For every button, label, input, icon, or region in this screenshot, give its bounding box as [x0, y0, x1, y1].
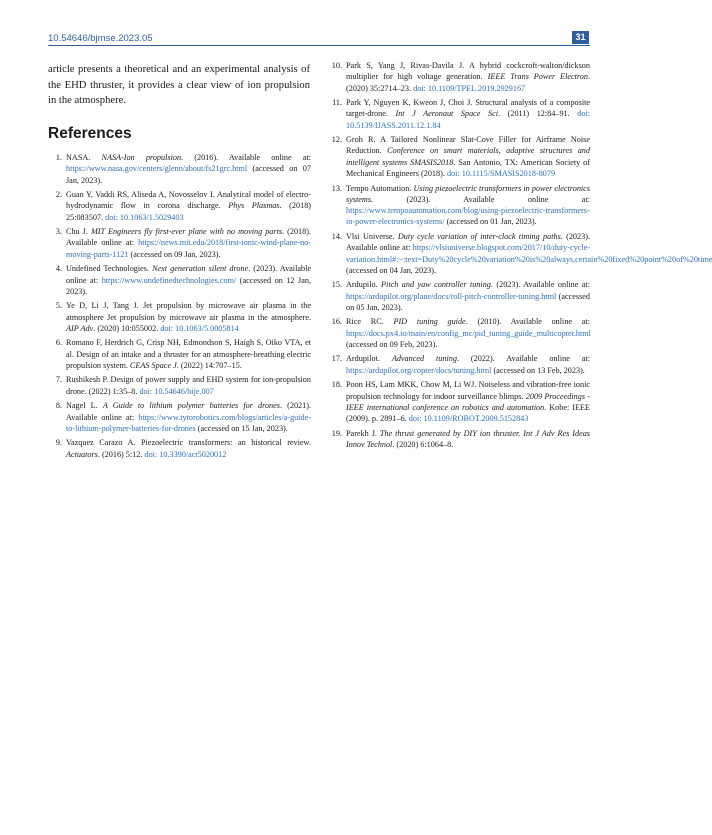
reference-number: 2.: [55, 190, 62, 200]
reference-text: (accessed on 15 Jan, 2023).: [195, 423, 288, 433]
reference-text: (accessed on 04 Jan, 2023).: [346, 265, 437, 275]
reference-number: 15.: [331, 280, 342, 290]
references-heading: References: [48, 125, 132, 142]
reference-title: Using piezoelectric transformers in power electronics systems: [346, 183, 591, 204]
reference-text: Undefined Technologies.: [66, 264, 153, 274]
reference-text: . (2011) 12:84–91.: [498, 109, 578, 119]
reference-text: . San Antonio, TX: American Society of Mechanical Engineers (2018).: [346, 157, 590, 179]
reference-text: . (2022). Available online at:: [456, 354, 590, 364]
reference-text: (accessed on 09 Jan, 2023).: [128, 249, 221, 259]
reference-link[interactable]: doi: 10.1115/SMASIS2018-8079: [446, 169, 556, 179]
reference-number: 17.: [331, 354, 342, 364]
reference-text: Romano F, Herdrich G, Crisp NH, Edmondson S, Haigh S, Oiko VTA, et al. Design of an intake and a thruster for an atmosphere-breathing electric propulsion system.: [66, 338, 311, 370]
reference-title: Duty cycle variation of inter-clock timing paths: [397, 231, 561, 241]
reference-item: [48, 300, 311, 334]
reference-title: IEEE Trans Power Electron: [487, 72, 588, 82]
reference-item: [48, 152, 311, 186]
references-list-right: [328, 60, 712, 453]
reference-item: [48, 226, 311, 260]
reference-text: Rice RC.: [346, 317, 394, 327]
reference-item: [328, 316, 590, 350]
reference-title: Next generation silent drone: [152, 264, 249, 274]
reference-item: [328, 60, 590, 94]
reference-title: Pitch and yaw controller tuning: [381, 280, 491, 290]
reference-title: Advanced tuning: [391, 354, 457, 364]
reference-link[interactable]: https://ardupilot.org/copter/docs/tuning.html: [346, 365, 492, 375]
page-header: [0, 0, 638, 44]
reference-text: . (2020) 10:055002.: [93, 323, 161, 333]
reference-text: (accessed on 07 Jan, 2023).: [66, 164, 311, 185]
reference-item: [328, 353, 590, 376]
reference-link[interactable]: doi: 10.1109/TPEL.2019.2929167: [413, 83, 526, 93]
reference-item: [48, 437, 311, 460]
reference-link[interactable]: doi: 10.1063/1.5029403: [105, 212, 184, 222]
reference-item: [328, 379, 590, 424]
reference-text: Vlsi Universe.: [346, 231, 398, 241]
reference-title: NASA-Ion propulsion: [101, 153, 182, 162]
reference-link[interactable]: https://ardupilot.org/plane/docs/roll-pitch-controller-tuning.html: [346, 291, 557, 301]
reference-item: [328, 231, 712, 276]
reference-item: [48, 189, 311, 223]
left-column: [48, 62, 310, 109]
reference-text: (accessed on 13 Feb, 2023).: [491, 365, 585, 375]
reference-text: Ardupilo.: [346, 280, 382, 290]
reference-text: . (2022) 14:707–15.: [176, 360, 242, 370]
reference-number: 16.: [331, 317, 342, 327]
reference-text: . (2023). Available online at:: [66, 264, 311, 285]
header-rule: [48, 45, 590, 46]
reference-title: CEAS Space J: [129, 360, 177, 370]
reference-title: Conference on smart materials, adaptive structures and intelligent systems SMASIS2018: [346, 146, 590, 167]
reference-item: [328, 183, 590, 228]
reference-text: . (2018) 25:083507.: [66, 201, 312, 222]
journal-doi[interactable]: 10.54646/bjmse.2023.05: [48, 33, 153, 44]
reference-item: [48, 337, 311, 371]
reference-link[interactable]: doi: 10.1063/5.0005814: [160, 323, 239, 333]
reference-link[interactable]: doi: 10.1109/ROBOT.2009.5152843: [408, 414, 529, 424]
reference-link[interactable]: https://vlsiuniverse.blogspot.com/2017/10/duty-cycle-variation.html#:~:text=Duty%20cycle%20variation%20is%20always,certain%20fixed%20point%20of%20time: [346, 243, 712, 264]
reference-link[interactable]: https://docs.px4.io/main/en/config_mc/pid_tuning_guide_multicopter.html: [346, 328, 591, 338]
reference-text: Rushikesh P. Design of power supply and EHD system for ion-propulsion drone. (2022) 1:35–8.: [66, 375, 311, 396]
reference-text: . (2016). Available online at:: [181, 153, 311, 162]
reference-text: Chu J.: [66, 227, 91, 237]
reference-title: 2009 Proceedings - IEEE international conference on robotics and automation: [346, 391, 590, 412]
reference-text: . (2023). Available online at:: [371, 194, 590, 204]
reference-text: Vazquez Carazo A. Piezoelectric transformers: an historical review.: [66, 438, 311, 448]
reference-text: Park S, Yang J, Rivas-Davila J. A hybrid cockcroft-walton/dickson multiplier for high voltage generation.: [346, 61, 590, 82]
reference-text: . (2018). Available online at:: [66, 227, 312, 248]
reference-link[interactable]: doi: 10.54646/bije.007: [139, 386, 214, 396]
reference-number: 3.: [55, 227, 62, 237]
reference-number: 5.: [55, 301, 62, 311]
reference-item: [328, 428, 590, 451]
reference-text: Poon HS, Lam MKK, Chow M, Li WJ. Noiseless and vibration-free ionic propulsion technology for indoor surveillance blimps.: [346, 380, 590, 401]
reference-title: Int J Aeronaut Space Sci: [395, 109, 499, 119]
reference-text: Guan Y, Vaddi RS, Aliseda A, Novosselov I. Analytical model of electro-hydrodynamic flow in corona discharge.: [66, 190, 311, 211]
reference-title: Actuators: [66, 449, 98, 459]
reference-text: (accessed on 01 Jan, 2023).: [444, 217, 537, 227]
reference-number: 8.: [55, 401, 62, 411]
reference-link[interactable]: https://www.undefinedtechnologies.com/: [101, 275, 237, 285]
reference-number: 18.: [331, 380, 342, 390]
page-number: 31: [572, 31, 589, 44]
reference-link[interactable]: doi: 10.5139/IJASS.2011.12.1.84: [346, 109, 590, 130]
reference-title: PID tuning guide: [393, 317, 466, 327]
reference-text: Parekh J.: [346, 428, 380, 438]
reference-title: Phys Plasmas: [228, 201, 280, 211]
reference-number: 14.: [331, 231, 342, 241]
reference-text: . (2016) 5:12.: [97, 449, 145, 459]
reference-text: Groh R. A Tailored Nonlinear Slat-Cove Filler for Airframe Noise Reduction.: [346, 135, 590, 156]
reference-title: MIT Engineers fly first-ever plane with no moving parts: [90, 227, 283, 237]
reference-text: . (2023). Available online at:: [490, 280, 590, 290]
reference-text: Ardupilot.: [346, 354, 392, 364]
reference-text: Tempo Automation.: [346, 183, 414, 193]
reference-text: (accessed on 05 Jan, 2023).: [346, 291, 590, 312]
reference-text: . (2020) 6:1064–8.: [392, 439, 454, 449]
reference-link[interactable]: https://news.mit.edu/2018/first-ionic-wind-plane-no-moving-parts-1121: [66, 238, 311, 259]
reference-text: Nagel L.: [66, 401, 103, 411]
reference-text: . (2010). Available online at:: [465, 317, 590, 327]
reference-text: NASA.: [66, 153, 102, 162]
reference-item: [328, 134, 590, 179]
reference-number: 13.: [331, 183, 342, 193]
reference-text: Ye D, Li J, Tang J. Jet propulsion by microwave air plasma in the atmosphere Jet propulsion by microwave air plasma in the atmosphere.: [66, 301, 311, 322]
reference-text: . (2021). Available online at:: [66, 401, 312, 422]
intro-paragraph: article presents a theoretical and an experimental analysis of the EHD thruster, it provides a clear view of ion propulsion in the atmosphere.: [48, 64, 310, 106]
reference-number: 9.: [55, 438, 62, 448]
reference-text: . (2023). Available online at:: [346, 231, 590, 253]
reference-number: 19.: [331, 428, 342, 438]
reference-number: 7.: [55, 375, 62, 385]
reference-title: A Guide to lithium polymer batteries for drones: [102, 401, 280, 411]
reference-item: [328, 279, 590, 313]
reference-text: (accessed on 12 Jan, 2023).: [66, 275, 311, 296]
reference-link[interactable]: https://www.tytorobotics.com/blogs/articles/a-guide-to-lithium-polymer-batteries-for-drones: [66, 412, 311, 433]
reference-link[interactable]: https://www.tempoautomation.com/blog/using-piezoelectric-transformers-in-power-electronics-systems/: [346, 206, 590, 227]
reference-text: . (2020) 35:2714–23.: [346, 72, 590, 93]
reference-number: 10.: [331, 61, 342, 70]
reference-number: 12.: [331, 135, 342, 145]
reference-item: [48, 374, 311, 397]
reference-item: [48, 400, 311, 434]
reference-number: 1.: [55, 153, 62, 162]
reference-title: AIP Adv: [66, 323, 94, 333]
reference-number: 11.: [332, 98, 342, 108]
reference-title: The thrust generated by DIY ion thruster. Int J Adv Res Ideas Innov Technol: [346, 428, 590, 449]
reference-link[interactable]: doi: 10.3390/act5020012: [144, 449, 227, 459]
reference-link[interactable]: https://www.nasa.gov/centers/glenn/about/fs21grc.html: [66, 164, 248, 174]
reference-number: 4.: [55, 264, 62, 274]
reference-text: . Kobe: IEEE (2009). p. 2891–6.: [346, 402, 590, 424]
reference-text: Park Y, Nguyen K, Kweon J, Choi J. Structural analysis of a composite target-drone.: [346, 98, 590, 119]
reference-number: 6.: [55, 338, 62, 348]
reference-item: [48, 263, 311, 297]
reference-item: [328, 97, 590, 131]
references-list-left: [48, 152, 311, 463]
reference-text: (accessed on 09 Feb, 2023).: [346, 339, 438, 349]
